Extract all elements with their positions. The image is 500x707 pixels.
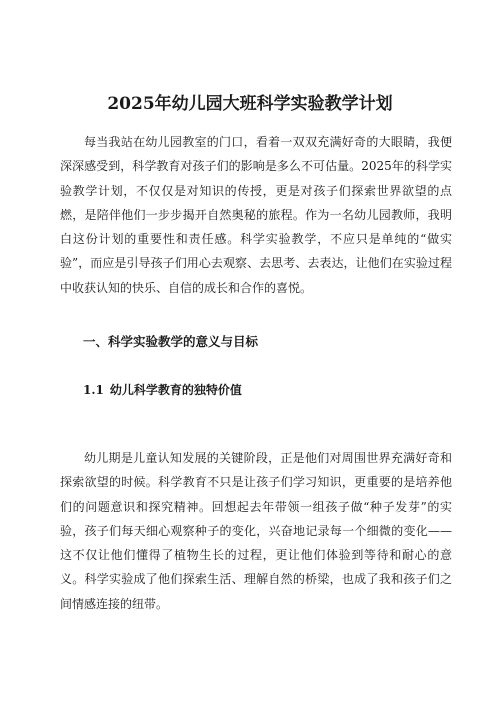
intro-paragraph: 每当我站在幼儿园教室的门口，看着一双双充满好奇的大眼睛，我便深深感受到，科学教育对孩子们的影响是多么不可估量。2025年的科学实验教学计划，不仅仅是对知识的传授，更是对孩子们探索世界欲望的点燃，是陪伴他们一步步揭开自然奥秘的旅程。作为一名幼儿园教师，我明白这份计划的重要性和责任感。科学实验教学，不应只是单纯的“做实验”，而应是引导孩子们用心去观察、去思考、去表达，让他们在实验过程中收获认知的快乐、自信的成长和合作的喜悦。 bbox=[60, 135, 452, 295]
subsection-1-1-number: 1.1 bbox=[83, 383, 104, 397]
subsection-1-1-title: 幼儿科学教育的独特价值 bbox=[109, 383, 242, 397]
subsection-1-1-paragraph: 幼儿期是儿童认知发展的关键阶段，正是他们对周围世界充满好奇和探索欲望的时候。科学教育不只是让孩子们学习知识，更重要的是培养他们的问题意识和探究精神。回想起去年带领一组孩子做“种子发芽”的实验，孩子们每天细心观察种子的变化，兴奋地记录每一个细微的变化——这不仅让他们懂得了植物生长的过程，更让他们体验到等待和耐心的意义。科学实验成了他们探索生活、理解自然的桥梁，也成了我和孩子们之间情感连接的纽带。 bbox=[60, 451, 452, 611]
section-1-heading: 一、科学实验教学的意义与目标 bbox=[83, 334, 259, 349]
subsection-1-1-heading bbox=[83, 380, 242, 400]
document-title: 2025年幼儿园大班科学实验教学计划 bbox=[107, 94, 393, 114]
